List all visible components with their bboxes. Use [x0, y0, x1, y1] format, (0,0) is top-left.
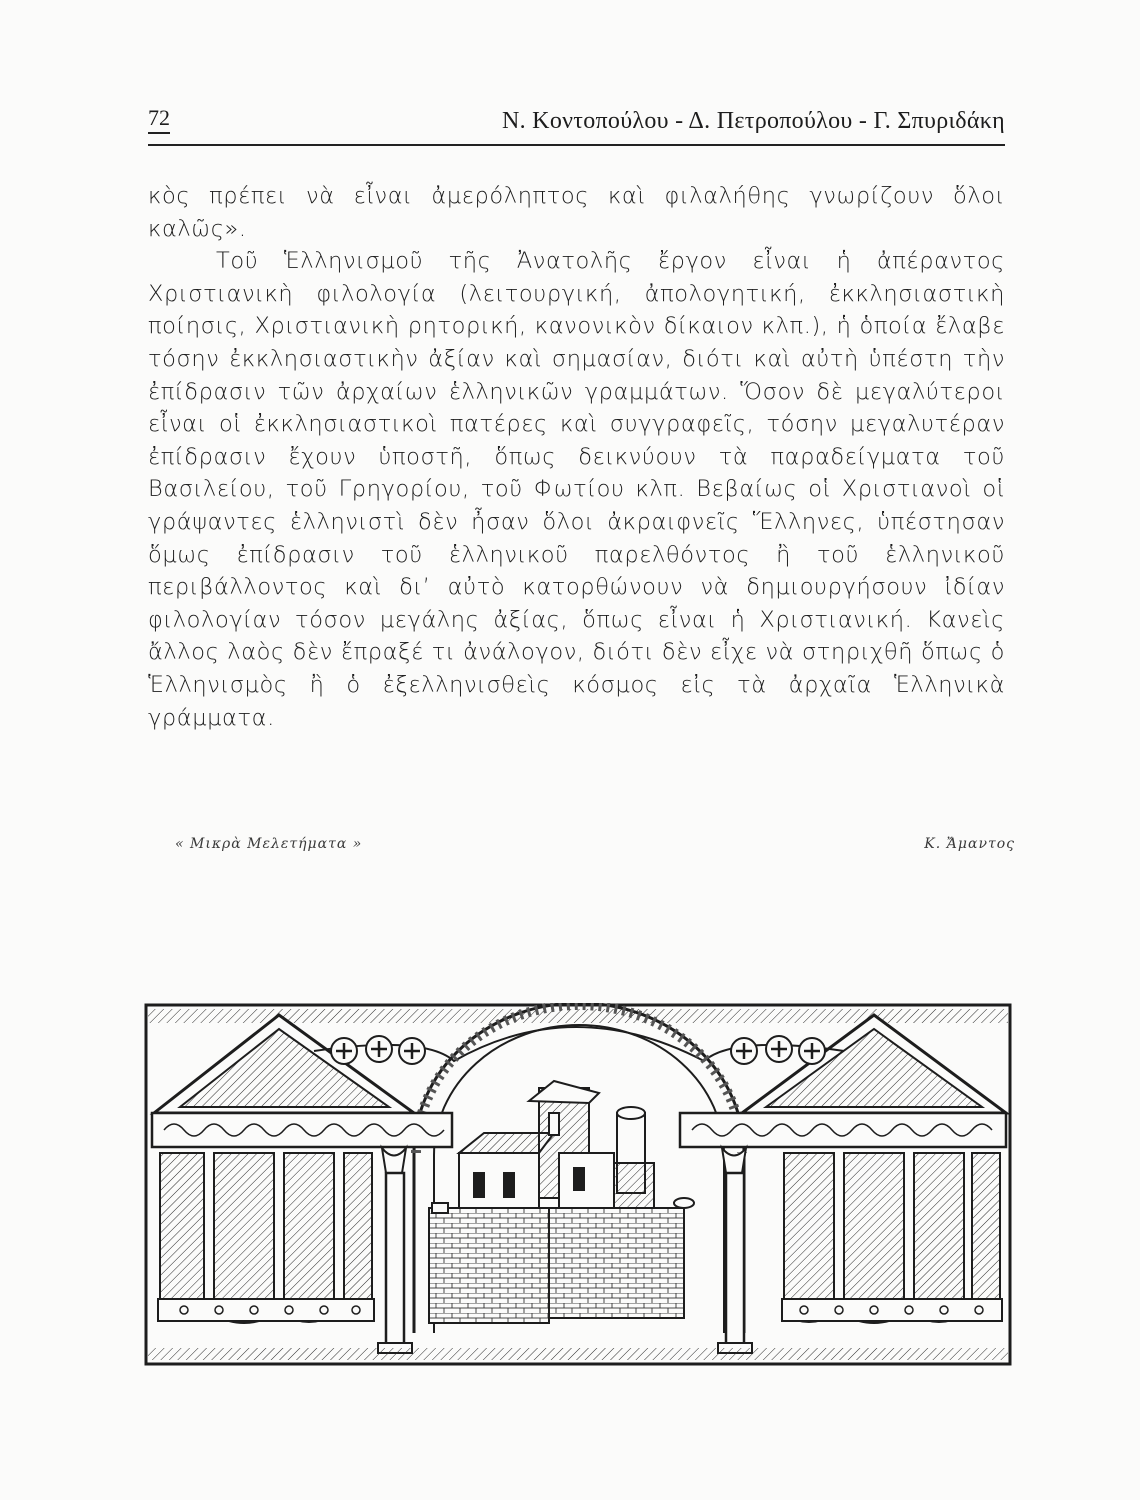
- page-number: 72: [148, 106, 170, 134]
- header-rule: [148, 144, 1005, 146]
- attribution-author: Κ. Ἄμαντος: [924, 836, 1015, 852]
- paragraph-2: Τοῦ Ἑλληνισμοῦ τῆς Ἀνατολῆς ἔργον εἶναι ἡ ἀπέραντος Χριστιανικὴ φιλολογία (λειτουργική, ἀπολογητική, ἐκκλησιαστικὴ ποίησις, Χριστιανικὴ ρητορική, κανονικὸν δίκαιον κλπ.), ἡ ὁποία ἔλαβε τόσην ἐκκλησιαστικὴν ἀξίαν καὶ σημασίαν, διότι καὶ αὐτὴ ὑπέστη τὴν ἐπίδρασιν τῶν ἀρχαίων ἑλληνικῶν γραμμάτων. Ὅσον δὲ μεγαλύτεροι εἶναι οἱ ἐκκλησιαστικοὶ πατέρες καὶ συγγραφεῖς, τόσην μεγαλυτέραν ἐπίδρασιν ἔχουν ὑποστῆ, ὅπως δεικνύουν τὰ παραδείγματα τοῦ Βασιλείου, τοῦ Γρηγορίου, τοῦ Φωτίου κλπ. Βεβαίως οἱ Χριστιανοὶ οἱ γράψαντες ἑλληνιστὶ δὲν ἦσαν ὅλοι ἀκραιφνεῖς Ἕλληνες, ὑπέστησαν ὅμως ἐπίδρασιν τοῦ ἑλληνικοῦ παρελθόντος ἢ τοῦ ἑλληνικοῦ περιβάλλοντος καὶ δι’ αὐτὸ κατορθώνουν νὰ δημιουργήσουν ἰδίαν φιλολογίαν τόσον μεγάλης ἀξίας, ὅπως εἶναι ἡ Χριστιανική. Κανεὶς ἄλλος λαὸς δὲν ἔπραξέ τι ἀνάλογον, διότι δὲν εἶχε νὰ στηριχθῆ ὅπως ὁ Ἑλληνισμὸς ἢ ὁ ἐξελληνισθεὶς κόσμος εἰς τὰ ἀρχαῖα Ἑλληνικὰ γράμματα.: [148, 248, 1005, 731]
- byzantine-illustration: [144, 1003, 1012, 1366]
- bottom-band: [148, 1348, 1008, 1360]
- attribution: [175, 836, 1015, 858]
- paragraph-1: κὸς πρέπει νὰ εἶναι ἀμερόληπτος καὶ φιλαλήθης γνωρίζουν ὅλοι καλῶς».: [148, 183, 1005, 242]
- right-entablature: [680, 1113, 1006, 1147]
- illustration-drawing: [144, 1003, 1012, 1366]
- body-text: [148, 180, 1005, 734]
- left-entablature: [152, 1113, 452, 1147]
- page-header: [148, 100, 1005, 140]
- attribution-source: « Μικρὰ Μελετήματα »: [175, 836, 363, 852]
- city-wall: [429, 1198, 694, 1323]
- running-head: Ν. Κοντοπούλου - Δ. Πετροπούλου - Γ. Σπυριδάκη: [501, 108, 1005, 134]
